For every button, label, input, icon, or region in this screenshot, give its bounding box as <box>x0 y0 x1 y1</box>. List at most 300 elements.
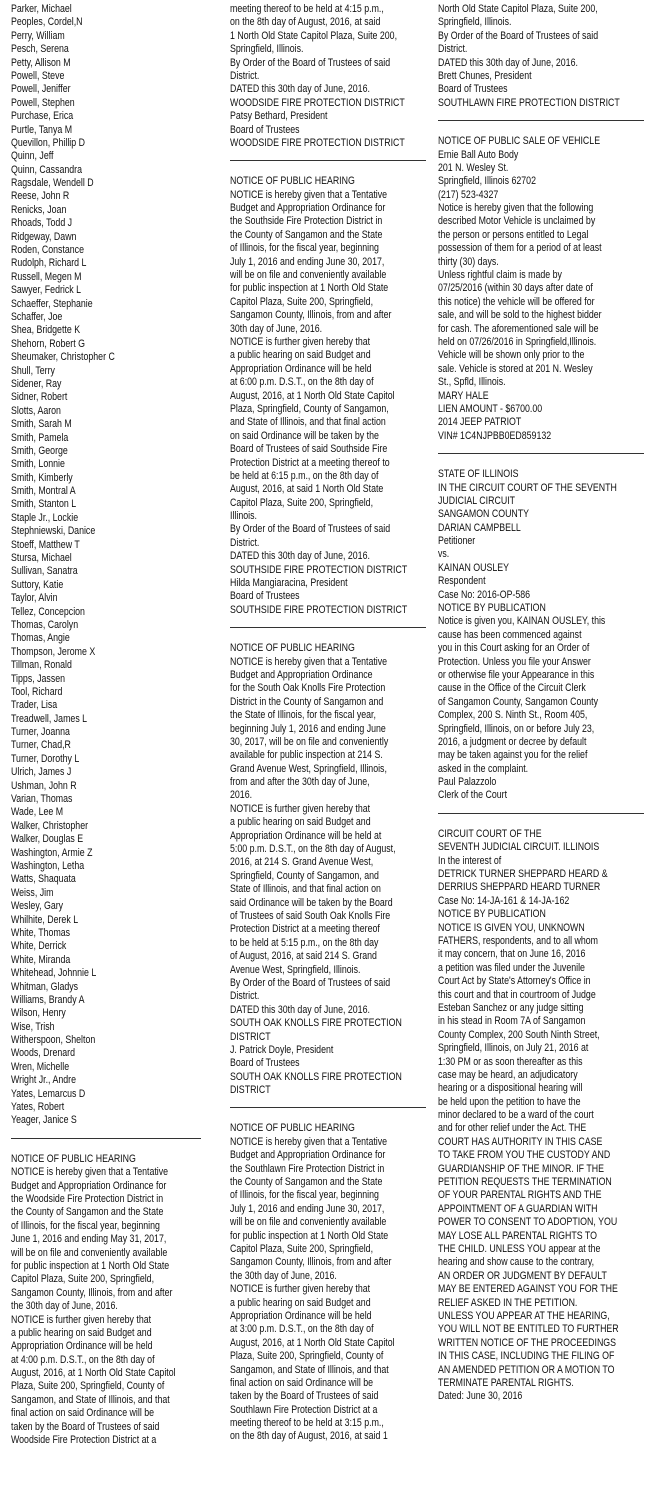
text-line: THE CHILD. UNLESS YOU appear at the <box>438 1242 601 1255</box>
text-line: Wesley, Gary <box>11 900 64 913</box>
text-line: Ernie Ball Auto Body <box>438 148 519 161</box>
text-line: 1:30 PM or as soon thereafter as this <box>438 1055 583 1068</box>
text-line: a public hearing on said Budget and <box>230 1296 371 1309</box>
text-line: Rudolph, Richard L <box>11 257 87 270</box>
text-line: 201 N. Wesley St. <box>438 161 509 174</box>
text-line: Sidener, Ray <box>11 377 62 390</box>
text-line: held on 07/26/2016 in Springfield,Illinois. <box>438 335 597 348</box>
text-line: Stoeff, Matthew T <box>11 538 80 551</box>
text-line: LIEN AMOUNT - $6700.00 <box>438 402 543 415</box>
text-line: VIN# 1C4NJPBB0ED859132 <box>438 429 552 442</box>
text-line: Stursa, Michael <box>11 552 72 565</box>
text-line: the Southside Fire Protection District in <box>230 215 383 228</box>
text-line: Powell, Stephen <box>11 96 75 109</box>
text-line: DARIAN CAMPBELL <box>438 521 521 534</box>
text-line: at 3:00 p.m. D.S.T., on the 8th day of <box>230 1323 374 1336</box>
text-line: COURT HAS AUTHORITY IN THIS CASE <box>438 1135 603 1148</box>
text-line: on the 8th day of August, 2016, at said <box>230 16 381 29</box>
text-line: TERMINATE PARENTAL RIGHTS. <box>438 1376 574 1389</box>
text-line: Notice is hereby given that the following <box>438 202 594 215</box>
text-line: By Order of the Board of Trustees of said <box>230 523 391 536</box>
text-line: available for public inspection at 214 S. <box>230 749 383 762</box>
text-line: Watts, Shaquata <box>11 873 76 886</box>
text-line: described Motor Vehicle is unclaimed by <box>438 215 596 228</box>
text-line: the County of Sangamon and the State <box>11 1206 164 1219</box>
text-line: Capitol Plaza, Suite 200, Springfield, <box>230 1242 374 1255</box>
text-line: APPOINTMENT OF A GUARDIAN WITH <box>438 1202 598 1215</box>
text-line: 30, 2017, will be on file and conveniently <box>230 735 389 748</box>
text-line: DATED this 30th day of June, 2016. <box>438 56 578 69</box>
text-line: (217) 523-4327 <box>438 188 499 201</box>
text-line: Taylor, Alvin <box>11 592 58 605</box>
text-line: Pesch, Serena <box>11 43 69 56</box>
text-line: KAINAN OUSLEY <box>438 561 510 574</box>
text-line: SOUTHSIDE FIRE PROTECTION DISTRICT <box>230 563 408 576</box>
text-line: sale. Vehicle is stored at 201 N. Wesley <box>438 362 593 375</box>
text-line: Brett Chunes, President <box>438 69 532 82</box>
text-line: Treadwell, James L <box>11 712 88 725</box>
text-line: Sawyer, Fedrick L <box>11 284 82 297</box>
text-line: to be held at 5:15 p.m., on the 8th day <box>230 936 379 949</box>
text-line: Capitol Plaza, Suite 200, Springfield, <box>230 496 374 509</box>
text-line: in his stead in Room 7A of Sangamon <box>438 1015 586 1028</box>
text-line: STATE OF ILLINOIS <box>438 468 519 481</box>
text-line: NOTICE BY PUBLICATION <box>438 908 546 921</box>
text-line: it may concern, that on June 16, 2016 <box>438 948 586 961</box>
text-line: Springfield, County of Sangamon, and <box>230 869 379 882</box>
text-line: Smith, George <box>11 444 68 457</box>
text-line: Walker, Douglas E <box>11 833 84 846</box>
text-line: Quinn, Jeff <box>11 150 54 163</box>
text-line: NOTICE IS GIVEN YOU, UNKNOWN <box>438 921 585 934</box>
text-line: may be taken against you for the relief <box>438 749 588 762</box>
text-line: Protection. Unless you file your Answer <box>438 655 591 668</box>
text-line: the 30th day of June, 2016. <box>11 1300 118 1313</box>
text-line: Sangamon, and State of Illinois, and that <box>11 1393 170 1406</box>
text-line: GUARDIANSHIP OF THE MINOR. IF THE <box>438 1162 604 1175</box>
text-line: IN THE CIRCUIT COURT OF THE SEVENTH <box>438 481 617 494</box>
text-line: Wise, Trish <box>11 1020 55 1033</box>
text-line: Peoples, Cordel,N <box>11 16 83 29</box>
text-line: a public hearing on said Budget and <box>230 349 371 362</box>
text-line: hearing and show cause to the contrary, <box>438 1256 595 1269</box>
text-line: Springfield, Illinois, on July 21, 2016 at <box>438 1042 589 1055</box>
text-line: White, Derrick <box>11 940 67 953</box>
text-line: 5:00 p.m. D.S.T., on the 8th day of August, <box>230 843 396 856</box>
text-line: Board of Trustees <box>230 1057 300 1070</box>
text-line: IN THIS CASE, INCLUDING THE FILING OF <box>438 1350 615 1363</box>
text-line: FATHERS, respondents, and to all whom <box>438 935 598 947</box>
text-line: Quevillon, Phillip D <box>11 136 85 149</box>
text-line: said Ordinance will be taken by the Board <box>230 896 393 909</box>
text-line: from and after the 30th day of June, <box>230 776 370 789</box>
text-line: POWER TO CONSENT TO ADOPTION, YOU <box>438 1216 618 1229</box>
text-line: of August, 2016, at said 214 S. Grand <box>230 950 377 963</box>
text-line: Notice is given you, KAINAN OUSLEY, this <box>438 615 606 628</box>
text-line: of Illinois, for the fiscal year, beginning <box>230 242 379 255</box>
text-line: Whitehead, Johnnie L <box>11 967 97 980</box>
text-line: Williams, Brandy A <box>11 993 85 1006</box>
text-line: DATED this 30th day of June, 2016. <box>230 550 370 563</box>
text-line: meeting thereof to be held at 4:15 p.m., <box>230 3 384 15</box>
text-line: Respondent <box>438 575 486 588</box>
text-line: Protection District at a meeting thereof <box>230 923 380 936</box>
notice-block <box>438 828 650 1404</box>
notice-block <box>230 175 426 617</box>
text-line: Smith, Montral A <box>11 485 76 498</box>
text-line: 2016, a judgment or decree by default <box>438 735 587 748</box>
text-line: Wilson, Henry <box>11 1007 66 1020</box>
text-line: Ragsdale, Wendell D <box>11 177 94 190</box>
text-line: MAY LOSE ALL PARENTAL RIGHTS TO <box>438 1229 597 1242</box>
text-line: Staple Jr., Lockie <box>11 511 79 524</box>
text-line: Budget and Appropriation Ordinance for <box>11 1179 167 1192</box>
section-divider <box>438 453 644 454</box>
text-line: Sheumaker, Christopher C <box>11 351 115 364</box>
section-divider <box>230 1107 426 1108</box>
text-line: Wade, Lee M <box>11 806 64 819</box>
text-line: at 6:00 p.m. D.S.T., on the 8th day of <box>230 376 374 389</box>
text-line: North Old State Capitol Plaza, Suite 200, <box>438 3 598 15</box>
text-line: Woods, Drenard <box>11 1047 75 1060</box>
text-line: RELIEF ASKED IN THE PETITION. <box>438 1296 578 1309</box>
right-column <box>438 3 650 1404</box>
text-line: be held upon the petition to have the <box>438 1095 581 1108</box>
text-line: Witherspoon, Shelton <box>11 1034 96 1047</box>
text-line: cause in the Office of the Circuit Clerk <box>438 682 586 695</box>
text-line: 2016, at 214 S. Grand Avenue West, <box>230 856 374 869</box>
notice-block <box>11 1153 211 1448</box>
text-line: SOUTH OAK KNOLLS FIRE PROTECTION <box>230 1070 402 1083</box>
text-line: Shull, Terry <box>11 364 55 377</box>
text-line: Shehorn, Robert G <box>11 337 85 350</box>
text-line: DETRICK TURNER SHEPPARD HEARD & <box>438 868 608 881</box>
text-line: Dated: June 30, 2016 <box>438 1390 523 1403</box>
text-line: District. <box>230 69 260 82</box>
text-line: St., Spfld, Illinois. <box>438 376 506 389</box>
text-line: Rhoads, Todd J <box>11 217 73 230</box>
text-line: Court Act by State's Attorney's Office in <box>438 975 591 988</box>
text-line: WOODSIDE FIRE PROTECTION DISTRICT <box>230 96 405 109</box>
text-line: Russell, Megen M <box>11 270 82 283</box>
text-line: Smith, Lonnie <box>11 458 65 471</box>
text-line: Sangamon, and State of Illinois, and that <box>230 1363 389 1376</box>
text-line: Stephniewski, Danice <box>11 525 96 538</box>
text-line: the person or persons entitled to Legal <box>438 228 589 241</box>
text-line: Parker, Michael <box>11 3 72 15</box>
text-line: Complex, 200 S. Ninth St., Room 405, <box>438 709 588 722</box>
text-line: Perry, William <box>11 29 65 42</box>
section-divider <box>11 1138 201 1139</box>
text-line: NOTICE is further given hereby that <box>230 1283 371 1296</box>
text-line: Board of Trustees <box>230 590 300 603</box>
text-line: meeting thereof to be held at 3:15 p.m., <box>230 1417 384 1430</box>
middle-column <box>230 3 426 1444</box>
text-line: NOTICE OF PUBLIC HEARING <box>230 1122 355 1135</box>
notice-block <box>438 468 650 803</box>
text-line: NOTICE OF PUBLIC HEARING <box>230 642 355 655</box>
text-line: Ulrich, James J <box>11 766 72 779</box>
text-line: Tool, Richard <box>11 685 63 698</box>
text-line: Woodside Fire Protection District at a <box>11 1434 157 1447</box>
text-line: a petition was filed under the Juvenile <box>438 961 585 974</box>
text-line: NOTICE is hereby given that a Tentative <box>230 188 388 201</box>
text-line: Shea, Bridgette K <box>11 324 81 337</box>
text-line: By Order of the Board of Trustees of said <box>438 29 599 42</box>
text-line: Schaeffer, Stephanie <box>11 297 93 310</box>
text-line: District. <box>438 43 468 56</box>
text-line: Washington, Armie Z <box>11 846 93 859</box>
text-line: will be on file and conveniently available <box>230 1216 387 1229</box>
text-line: By Order of the Board of Trustees of said <box>230 56 391 69</box>
text-line: Ridgeway, Dawn <box>11 230 77 243</box>
text-line: thirty (30) days. <box>438 255 499 268</box>
text-line: Sullivan, Sanatra <box>11 565 78 578</box>
text-line: DATED this 30th day of June, 2016. <box>230 83 370 96</box>
text-line: of Illinois, for the fiscal year, beginning <box>11 1219 160 1232</box>
text-line: and for other relief under the Act. THE <box>438 1122 587 1135</box>
text-line: Turner, Joanna <box>11 726 70 739</box>
text-line: cause has been commenced against <box>438 628 582 641</box>
text-line: State of Illinois, and that final action on <box>230 883 381 896</box>
text-line: the 30th day of June, 2016. <box>230 1269 337 1282</box>
text-line: the County of Sangamon and the State <box>230 228 383 241</box>
text-line: final action on said Ordinance will be <box>230 1376 374 1389</box>
text-line: July 1, 2016 and ending June 30, 2017, <box>230 255 385 268</box>
text-line: June 1, 2016 and ending May 31, 2017, <box>11 1233 167 1246</box>
text-line: Whitman, Gladys <box>11 980 79 993</box>
text-line: Washington, Letha <box>11 860 85 872</box>
text-line: DISTRICT <box>230 1084 271 1097</box>
text-line: Yates, Robert <box>11 1101 65 1114</box>
text-line: NOTICE OF PUBLIC HEARING <box>230 175 355 188</box>
notice-block <box>230 642 426 1097</box>
text-line: NOTICE BY PUBLICATION <box>438 602 546 615</box>
text-line: Appropriation Ordinance will be held <box>11 1340 153 1353</box>
text-line: YOU WILL NOT BE ENTITLED TO FURTHER <box>438 1323 619 1336</box>
text-line: Walker, Christopher <box>11 819 89 832</box>
text-line: Unless rightful claim is made by <box>438 269 562 282</box>
text-line: for cash. The aforementioned sale will be <box>438 322 599 335</box>
text-line: 2014 JEEP PATRIOT <box>438 416 522 429</box>
text-line: this court and that in courtroom of Judge <box>438 988 596 1001</box>
text-line: SEVENTH JUDICIAL CIRCUIT. ILLINOIS <box>438 841 600 854</box>
text-line: July 1, 2016 and ending June 30, 2017, <box>230 1202 385 1215</box>
text-line: Southlawn Fire Protection District at a <box>230 1403 378 1416</box>
text-line: Ushman, John R <box>11 779 77 792</box>
text-line: CIRCUIT COURT OF THE <box>438 827 542 840</box>
text-line: and State of Illinois, and that final action <box>230 416 386 429</box>
text-line: a public hearing on said Budget and <box>11 1326 152 1339</box>
text-line: the State of Illinois, for the fiscal year, <box>230 709 376 722</box>
text-line: the Woodside Fire Protection District in <box>11 1192 164 1205</box>
text-line: Clerk of the Court <box>438 789 508 802</box>
text-line: Patsy Bethard, President <box>230 110 328 123</box>
text-line: DISTRICT <box>230 1030 271 1043</box>
text-line: Plaza, Suite 200, Springfield, County of <box>230 1350 384 1363</box>
text-line: August, 2016, at 1 North Old State Capitol <box>230 1336 395 1349</box>
text-line: for public inspection at 1 North Old State <box>230 1229 389 1242</box>
text-line: Smith, Sarah M <box>11 418 72 431</box>
text-line: NOTICE is hereby given that a Tentative <box>230 1135 388 1148</box>
text-line: NOTICE OF PUBLIC HEARING <box>11 1152 136 1165</box>
text-line: August, 2016, at said 1 North Old State <box>230 483 384 496</box>
text-line: Esteban Sanchez or any judge sitting <box>438 1001 584 1014</box>
text-line: Roden, Constance <box>11 244 84 257</box>
text-line: Sangamon County, Illinois, from and after <box>11 1286 173 1299</box>
text-line: AN ORDER OR JUDGMENT BY DEFAULT <box>438 1269 607 1282</box>
text-line: NOTICE is further given hereby that <box>230 802 371 815</box>
text-line: the Southlawn Fire Protection District in <box>230 1162 385 1175</box>
text-line: NOTICE is hereby given that a Tentative <box>230 655 388 668</box>
text-line: Paul Palazzolo <box>438 776 497 789</box>
text-line: Sangamon County, Illinois, from and after <box>230 309 392 322</box>
text-line: Budget and Appropriation Ordinance for <box>230 202 386 215</box>
text-line: Capitol Plaza, Suite 200, Springfield, <box>11 1273 155 1286</box>
text-line: case may be heard, an adjudicatory <box>438 1068 578 1081</box>
text-line: Smith, Kimberly <box>11 471 73 484</box>
text-line: final action on said Ordinance will be <box>11 1407 155 1420</box>
notice-block <box>11 3 211 1128</box>
text-line: Purchase, Erica <box>11 110 74 123</box>
text-line: or otherwise file your Appearance in this <box>438 668 595 681</box>
text-line: Yeager, Janice S <box>11 1114 77 1127</box>
text-line: Powell, Jeniffer <box>11 83 71 96</box>
text-line: SOUTHSIDE FIRE PROTECTION DISTRICT <box>230 603 408 616</box>
text-line: Board of Trustees <box>438 83 508 96</box>
text-line: SANGAMON COUNTY <box>438 508 530 521</box>
text-line: District in the County of Sangamon and <box>230 695 384 708</box>
text-line: Slotts, Aaron <box>11 404 61 417</box>
text-line: NOTICE OF PUBLIC SALE OF VEHICLE <box>438 135 601 148</box>
text-line: By Order of the Board of Trustees of said <box>230 976 391 989</box>
text-line: In the interest of <box>438 854 502 867</box>
text-line: for the South Oak Knolls Fire Protection <box>230 682 386 695</box>
text-line: NOTICE is further given hereby that <box>11 1313 152 1326</box>
text-line: Tipps, Jassen <box>11 672 66 685</box>
text-line: Case No: 2016-OP-586 <box>438 588 531 601</box>
text-line: AN AMENDED PETITION OR A MOTION TO <box>438 1363 615 1376</box>
text-line: Springfield, Illinois. <box>438 16 512 29</box>
text-line: Turner, Dorothy L <box>11 752 80 765</box>
notice-block <box>438 135 650 443</box>
text-line: Sidner, Robert <box>11 391 68 404</box>
text-line: hearing or a dispositional hearing will <box>438 1082 583 1095</box>
text-line: 07/25/2016 (within 30 days after date of <box>438 282 593 295</box>
text-line: sale, and will be sold to the highest bidder <box>438 309 602 322</box>
text-line: the County of Sangamon and the State <box>230 1176 383 1189</box>
text-line: Avenue West, Springfield, Illinois. <box>230 963 361 976</box>
text-line: on the 8th day of August, 2016, at said 1 <box>230 1430 388 1443</box>
text-line: Petitioner <box>438 535 476 548</box>
text-line: Appropriation Ordinance will be held <box>230 362 372 375</box>
text-line: a public hearing on said Budget and <box>230 816 371 829</box>
text-line: taken by the Board of Trustees of said <box>230 1390 379 1403</box>
text-line: J. Patrick Doyle, President <box>230 1043 334 1056</box>
text-line: Suttory, Katie <box>11 578 64 591</box>
text-line: Weiss, Jim <box>11 886 54 899</box>
text-line: vs. <box>438 548 450 561</box>
text-line: Case No: 14-JA-161 & 14-JA-162 <box>438 894 570 907</box>
text-line: at 4:00 p.m. D.S.T., on the 8th day of <box>11 1353 155 1366</box>
text-line: Plaza, Suite 200, Springfield, County of <box>11 1380 165 1393</box>
text-line: Tellez, Concepcion <box>11 605 85 618</box>
text-line: White, Miranda <box>11 953 71 966</box>
text-line: Appropriation Ordinance will be held <box>230 1309 372 1322</box>
text-line: Budget and Appropriation Ordinance <box>230 668 373 681</box>
text-line: will be on file and conveniently available <box>230 269 387 282</box>
text-line: MARY HALE <box>438 389 489 402</box>
section-divider <box>230 160 426 161</box>
text-line: Capitol Plaza, Suite 200, Springfield, <box>230 295 374 308</box>
text-line: Varian, Thomas <box>11 793 73 806</box>
text-line: TO TAKE FROM YOU THE CUSTODY AND <box>438 1149 611 1162</box>
text-line: Illinois. <box>230 510 257 523</box>
text-line: of Trustees of said South Oak Knolls Fire <box>230 910 391 922</box>
text-line: Thomas, Angie <box>11 632 70 645</box>
text-line: Wren, Michelle <box>11 1060 70 1073</box>
text-line: Protection District at a meeting thereof to <box>230 456 390 469</box>
text-line: SOUTHLAWN FIRE PROTECTION DISTRICT <box>438 96 620 109</box>
text-line: Wright Jr., Andre <box>11 1074 76 1087</box>
left-column <box>11 3 211 1447</box>
text-line: Board of Trustees <box>230 123 300 136</box>
text-line: Appropriation Ordinance will be held at <box>230 829 382 842</box>
text-line: Budget and Appropriation Ordinance for <box>230 1149 386 1162</box>
text-line: beginning July 1, 2016 and ending June <box>230 722 386 735</box>
section-divider <box>438 120 644 121</box>
text-line: for public inspection at 1 North Old State <box>11 1259 170 1272</box>
section-divider <box>230 627 426 628</box>
text-line: DERRIUS SHEPPARD HEARD TURNER <box>438 881 601 894</box>
text-line: Smith, Stanton L <box>11 498 77 511</box>
text-line: August, 2016, at 1 North Old State Capitol <box>11 1367 176 1380</box>
text-line: Thomas, Carolyn <box>11 618 79 631</box>
text-line: Springfield, Illinois 62702 <box>438 175 536 188</box>
text-line: UNLESS YOU APPEAR AT THE HEARING, <box>438 1309 610 1322</box>
text-line: District. <box>230 536 260 549</box>
text-line: 2016. <box>230 789 253 802</box>
text-line: WRITTEN NOTICE OF THE PROCEEDINGS <box>438 1336 617 1349</box>
text-line: Quinn, Cassandra <box>11 163 83 176</box>
text-line: be held at 6:15 p.m., on the 8th day of <box>230 469 379 482</box>
text-line: this notice) the vehicle will be offered for <box>438 295 595 308</box>
text-line: minor declared to be a ward of the court <box>438 1109 594 1122</box>
text-line: NOTICE is hereby given that a Tentative <box>11 1166 169 1179</box>
text-line: Schaffer, Joe <box>11 310 63 323</box>
text-line: NOTICE is further given hereby that <box>230 335 371 348</box>
text-line: Springfield, Illinois. <box>230 43 304 56</box>
text-line: SOUTH OAK KNOLLS FIRE PROTECTION <box>230 1017 402 1030</box>
text-line: Springfield, Illinois, on or before July 23, <box>438 722 595 735</box>
text-line: August, 2016, at 1 North Old State Capitol <box>230 389 395 402</box>
text-line: Sangamon County, Illinois, from and after <box>230 1256 392 1269</box>
text-line: DATED this 30th day of June, 2016. <box>230 1003 370 1016</box>
text-line: County Complex, 200 South Ninth Street, <box>438 1028 600 1041</box>
text-line: White, Thomas <box>11 926 71 939</box>
text-line: Grand Avenue West, Springfield, Illinois, <box>230 762 387 775</box>
text-line: Yates, Lemarcus D <box>11 1087 86 1100</box>
text-line: JUDICIAL CIRCUIT <box>438 494 516 507</box>
text-line: for public inspection at 1 North Old State <box>230 282 389 295</box>
text-line: Purtle, Tanya M <box>11 123 73 136</box>
text-line: Powell, Steve <box>11 69 65 82</box>
text-line: Turner, Chad,R <box>11 739 71 752</box>
notice-block <box>230 3 426 150</box>
text-line: 1 North Old State Capitol Plaza, Suite 200, <box>230 29 398 42</box>
text-line: Petty, Allison M <box>11 56 71 69</box>
text-line: Renicks, Joan <box>11 203 67 216</box>
